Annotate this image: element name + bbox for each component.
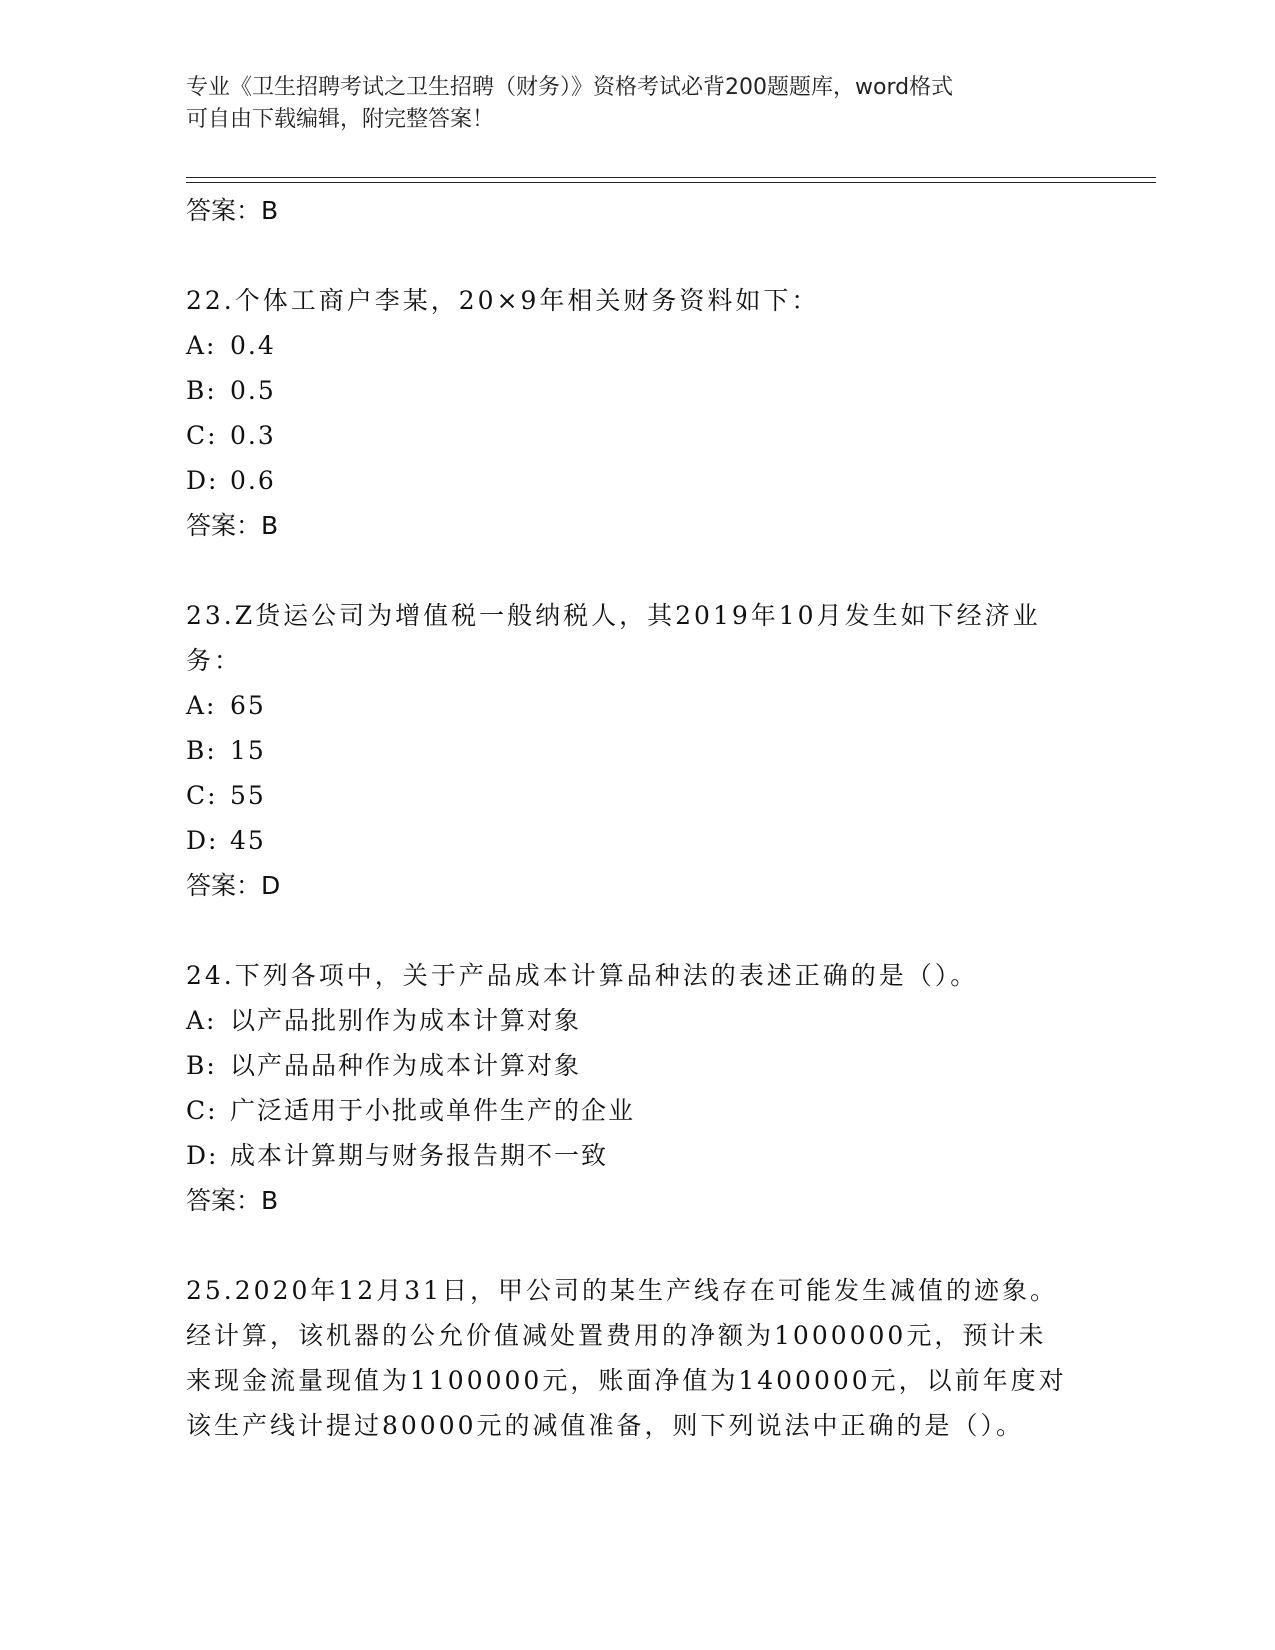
option-a	[186, 998, 1086, 1043]
option-d	[186, 458, 1086, 503]
question-25	[186, 1268, 1086, 1448]
header-line-1: 专业《卫生招聘考试之卫生招聘（财务）》资格考试必背200题题库，word格式	[186, 75, 954, 100]
question-title-line: 该生产线计提过80000元的减值准备，则下列说法中正确的是（）。	[186, 1411, 1025, 1440]
option-letter: A:	[186, 1006, 217, 1035]
option-letter: C:	[186, 421, 218, 450]
option-letter: A:	[186, 691, 217, 720]
option-b	[186, 1043, 1086, 1088]
document-body	[186, 188, 1086, 1448]
header-rule-top	[186, 177, 1156, 178]
header-rule-bottom	[186, 182, 1156, 183]
document-header	[186, 72, 1066, 136]
question-title: 22.个体工商户李某，20×9年相关财务资料如下：	[186, 286, 820, 315]
option-text: 以产品品种作为成本计算对象	[230, 1051, 582, 1080]
option-letter: D:	[186, 826, 219, 855]
option-text: 0.4	[230, 331, 276, 360]
option-b	[186, 368, 1086, 413]
option-d	[186, 1133, 1086, 1178]
option-letter: C:	[186, 781, 218, 810]
answer-line: 答案：B	[186, 196, 279, 225]
answer-line: 答案：B	[186, 511, 279, 540]
option-text: 15	[230, 736, 266, 765]
question-title-line: 25.2020年12月31日，甲公司的某生产线存在可能发生减值的迹象。	[186, 1276, 1059, 1305]
option-text: 成本计算期与财务报告期不一致	[230, 1141, 609, 1170]
option-text: 0.3	[230, 421, 276, 450]
option-letter: B:	[186, 376, 217, 405]
option-a	[186, 323, 1086, 368]
answer-line: 答案：B	[186, 1186, 279, 1215]
option-letter: B:	[186, 736, 217, 765]
option-d	[186, 818, 1086, 863]
option-letter: A:	[186, 331, 217, 360]
option-c	[186, 773, 1086, 818]
option-text: 45	[230, 826, 266, 855]
option-text: 0.6	[230, 466, 276, 495]
option-c	[186, 1088, 1086, 1133]
option-text: 以产品批别作为成本计算对象	[230, 1006, 582, 1035]
option-text: 广泛适用于小批或单件生产的企业	[230, 1096, 636, 1125]
question-title-line: 23.Z货运公司为增值税一般纳税人，其2019年10月发生如下经济业	[186, 601, 1041, 630]
option-c	[186, 413, 1086, 458]
option-letter: D:	[186, 466, 219, 495]
option-text: 55	[230, 781, 266, 810]
question-22	[186, 278, 1086, 549]
question-title-line: 来现金流量现值为1100000元，账面净值为1400000元，以前年度对	[186, 1366, 1067, 1395]
option-text: 65	[230, 691, 266, 720]
option-letter: B:	[186, 1051, 217, 1080]
question-title-line: 务：	[186, 646, 243, 675]
option-a	[186, 683, 1086, 728]
question-title: 24.下列各项中，关于产品成本计算品种法的表述正确的是（）。	[186, 961, 979, 990]
option-letter: D:	[186, 1141, 219, 1170]
option-text: 0.5	[230, 376, 276, 405]
question-24	[186, 953, 1086, 1224]
question-title-line: 经计算，该机器的公允价值减处置费用的净额为1000000元，预计未	[186, 1321, 1047, 1350]
header-line-2: 可自由下载编辑，附完整答案！	[186, 107, 495, 132]
question-23	[186, 593, 1086, 909]
option-b	[186, 728, 1086, 773]
answer-line: 答案：D	[186, 871, 281, 900]
option-letter: C:	[186, 1096, 218, 1125]
